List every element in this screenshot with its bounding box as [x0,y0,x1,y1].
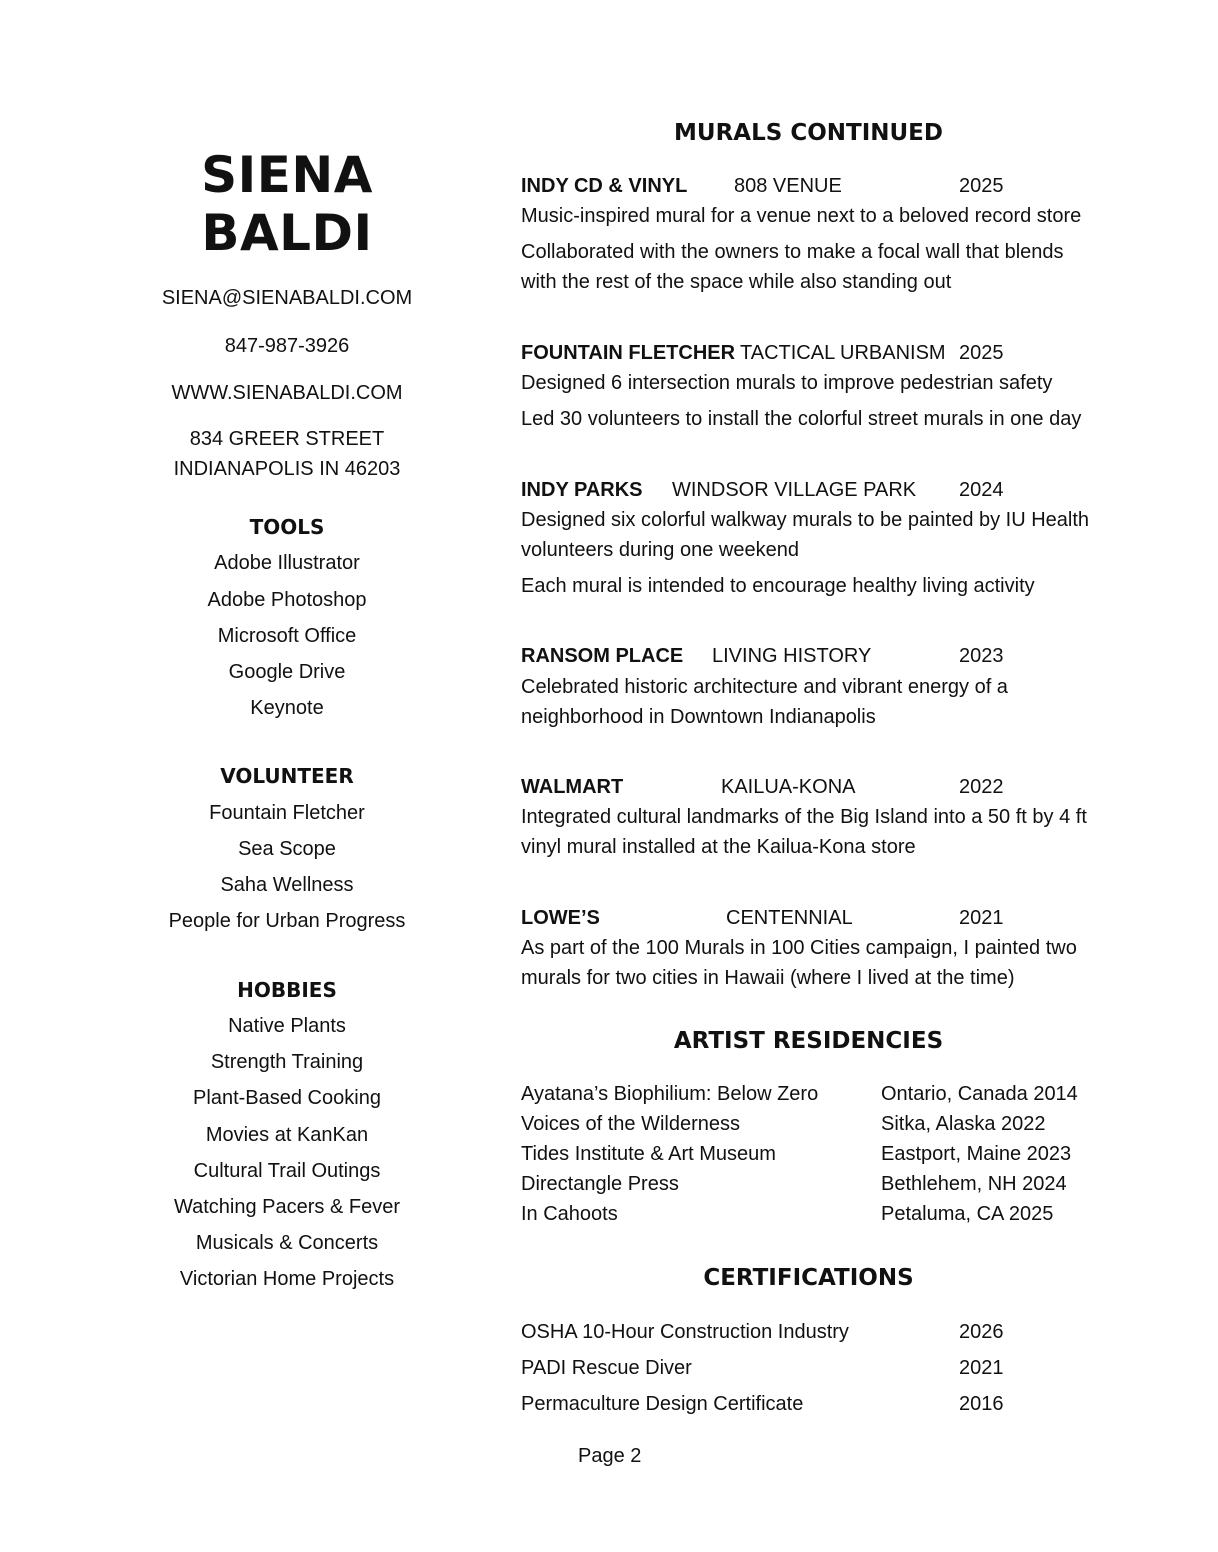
certification-name: Permaculture Design Certificate [521,1393,804,1415]
hobby-item: Watching Pacers & Fever [173,1196,400,1218]
mural-entry-header [521,475,1121,505]
volunteer-heading: VOLUNTEER [220,764,354,788]
certifications-heading: CERTIFICATIONS [703,1265,914,1291]
last-name: BALDI [201,204,373,262]
residency-name: Tides Institute & Art Museum [521,1143,776,1165]
hobby-item: Cultural Trail Outings [193,1160,381,1182]
residency-name: Ayatana’s Biophilium: Below Zero [521,1083,819,1105]
name-heading [130,146,444,262]
tool-item: Microsoft Office [217,625,357,647]
mural-client: FOUNTAIN FLETCHER [521,342,736,364]
website-link[interactable]: WWW.SIENABALDI.COM [171,382,403,404]
mural-client: INDY PARKS [521,479,643,501]
mural-project: WINDSOR VILLAGE PARK [672,479,917,501]
certification-year: 2016 [959,1393,1004,1415]
mural-year: 2021 [959,907,1004,929]
email-link[interactable]: SIENA@SIENABALDI.COM [161,287,413,309]
murals-heading: MURALS CONTINUED [674,120,943,146]
mural-entry-header [521,171,1121,201]
mural-entry-header [521,338,1121,368]
mural-description: Collaborated with the owners to make a focal wall that blends with the rest of the space while also standing out [521,241,1064,293]
mural-project: KAILUA-KONA [721,776,856,798]
volunteer-item: People for Urban Progress [168,910,406,932]
mural-entry-header [521,772,1121,802]
mural-description: Led 30 volunteers to install the colorful street murals in one day [521,408,1082,430]
certification-name: PADI Rescue Diver [521,1357,692,1379]
mural-entry-header [521,903,1121,933]
mural-description: Music-inspired mural for a venue next to a beloved record store [521,205,1082,227]
residency-row [521,1139,1101,1169]
mural-project: CENTENNIAL [726,907,853,929]
residency-row [521,1109,1101,1139]
residency-place: Sitka, Alaska 2022 [881,1113,1046,1135]
certification-name: OSHA 10-Hour Construction Industry [521,1321,849,1343]
mural-description: Celebrated historic architecture and vibrant energy of a neighborhood in Downtown Indianapolis [521,676,1008,728]
residency-name: Directangle Press [521,1173,679,1195]
mural-description: Designed six colorful walkway murals to be painted by IU Health volunteers during one weekend [521,509,1090,561]
residency-place: Petaluma, CA 2025 [881,1203,1054,1225]
residency-place: Ontario, Canada 2014 [881,1083,1078,1105]
hobby-item: Musicals & Concerts [195,1232,379,1254]
certification-row [521,1389,1101,1419]
tool-item: Adobe Photoshop [207,589,367,611]
address-line-2: INDIANAPOLIS IN 46203 [173,458,401,480]
hobby-item: Native Plants [228,1015,346,1037]
hobby-item: Strength Training [210,1051,364,1073]
mural-project: LIVING HISTORY [712,645,872,667]
mural-client: LOWE’S [521,907,600,929]
residency-place: Bethlehem, NH 2024 [881,1173,1067,1195]
residency-row [521,1169,1101,1199]
volunteer-item: Saha Wellness [220,874,354,896]
certification-year: 2021 [959,1357,1004,1379]
residency-name: In Cahoots [521,1203,618,1225]
mural-project: TACTICAL URBANISM [740,342,946,364]
residency-row [521,1079,1101,1109]
mural-year: 2025 [959,342,1004,364]
mural-description: As part of the 100 Murals in 100 Cities campaign, I painted two murals for two cities in Hawaii (where I lived at the time) [521,937,1077,989]
mural-client: WALMART [521,776,624,798]
volunteer-item: Fountain Fletcher [209,802,365,824]
mural-description: Each mural is intended to encourage healthy living activity [521,575,1035,597]
mural-year: 2023 [959,645,1004,667]
mural-year: 2022 [959,776,1004,798]
tools-heading: TOOLS [249,515,325,539]
residency-name: Voices of the Wilderness [521,1113,740,1135]
hobby-item: Movies at KanKan [205,1124,369,1146]
hobbies-heading: HOBBIES [237,978,337,1002]
tool-item: Google Drive [228,661,346,683]
mural-project: 808 VENUE [734,175,842,197]
page-number: Page 2 [578,1445,642,1467]
hobby-item: Victorian Home Projects [179,1268,395,1290]
residency-place: Eastport, Maine 2023 [881,1143,1072,1165]
tool-item: Adobe Illustrator [214,552,360,574]
certification-year: 2026 [959,1321,1004,1343]
address-line-1: 834 GREER STREET [189,428,385,450]
certification-row [521,1317,1101,1347]
mural-description: Integrated cultural landmarks of the Big Island into a 50 ft by 4 ft vinyl mural installed at the Kailua-Kona store [521,806,1087,858]
mural-entry-header [521,641,1121,671]
first-name: SIENA [201,146,373,204]
hobby-item: Plant-Based Cooking [193,1087,381,1109]
volunteer-item: Sea Scope [238,838,336,860]
residencies-heading: ARTIST RESIDENCIES [673,1028,944,1054]
mural-year: 2024 [959,479,1004,501]
mural-client: RANSOM PLACE [521,645,684,667]
mural-year: 2025 [959,175,1004,197]
certification-row [521,1353,1101,1383]
residency-row [521,1199,1101,1229]
mural-client: INDY CD & VINYL [521,175,688,197]
phone-number: 847-987-3926 [224,335,350,357]
tool-item: Keynote [250,697,324,719]
mural-description: Designed 6 intersection murals to improve pedestrian safety [521,372,1053,394]
